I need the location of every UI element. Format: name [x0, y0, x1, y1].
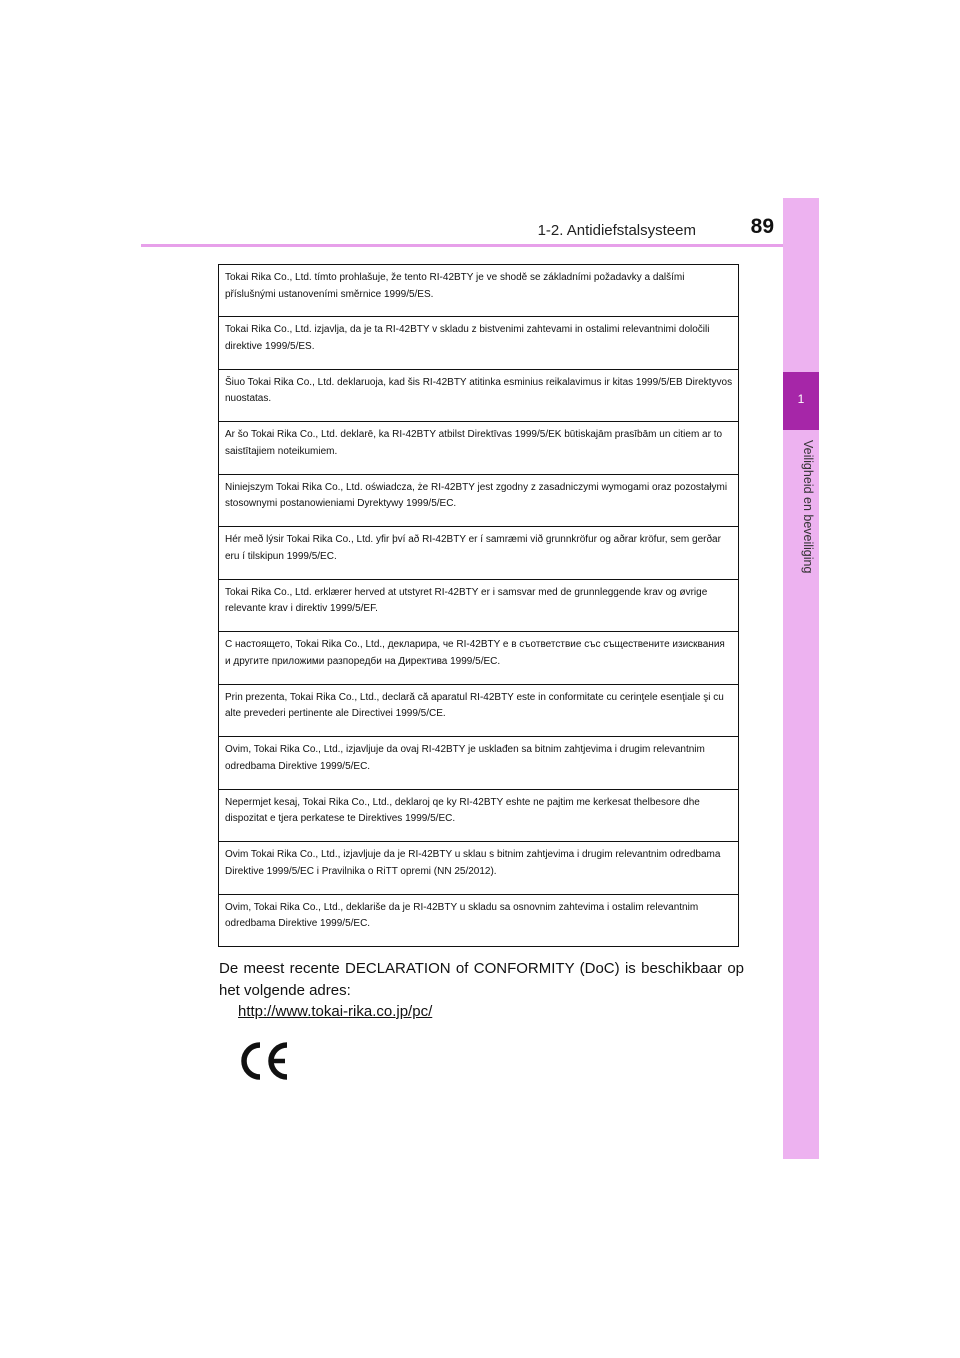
declaration-hr: Ovim Tokai Rika Co., Ltd., izjavljuje da je RI-42BTY u sklau s bitnim zahtjevima i drugim relevantnim odredbama Direktive 1999/5/EC i Pravilnika o RiTT opremi (NN 25/2012). [219, 842, 738, 894]
declarations-table [218, 264, 739, 947]
declaration-no: Tokai Rika Co., Ltd. erklærer herved at utstyret RI-42BTY er i samsvar med de grunnleggende krav og øvrige relevante krav i direktiv 1999/5/EF. [219, 580, 738, 632]
declaration-sq: Nepermjet kesaj, Tokai Rika Co., Ltd., deklaroj qe ky RI-42BTY eshte ne pajtim me kerkesat thelbesore dhe dispozitat e tjera perkatese te Direktives 1999/5/EC. [219, 790, 738, 842]
doc-availability-text: De meest recente DECLARATION of CONFORMITY (DoC) is beschikbaar op het volgende adres: [219, 960, 744, 999]
ce-mark-icon [238, 1040, 292, 1082]
chapter-side-tab [783, 198, 819, 1159]
declaration-pl: Niniejszym Tokai Rika Co., Ltd. oświadcza, że RI-42BTY jest zgodny z zasadniczymi wymogami oraz pozostałymi stosownymi postanowieniami Dyrektywy 1999/5/EC. [219, 475, 738, 527]
declaration-ro: Prin prezenta, Tokai Rika Co., Ltd., declară că aparatul RI-42BTY este in conformitate cu cerinţele esenţiale şi cu alte prevederi pertinente ale Directivei 1999/5/CE. [219, 685, 738, 737]
declaration-is: Hér með lýsir Tokai Rika Co., Ltd. yfir því að RI-42BTY er í samræmi við grunnkröfur og aðrar kröfur, sem gerðar eru í tilskipun 1999/5/EC. [219, 527, 738, 579]
chapter-label: Veiligheid en beveiliging [801, 440, 815, 574]
declaration-bs: Ovim, Tokai Rika Co., Ltd., izjavljuje da ovaj RI-42BTY je usklađen sa bitnim zahtjevima i drugim relevantnim odredbama Direktive 1999/5/EC. [219, 737, 738, 789]
page-number: 89 [750, 215, 774, 238]
chapter-number: 1 [797, 392, 805, 406]
section-title: 1-2. Antidiefstalsysteem [537, 222, 696, 239]
declaration-cs: Tokai Rika Co., Ltd. tímto prohlašuje, že tento RI-42BTY je ve shodě se základními požadavky a dalšími příslušnými ustanoveními směrnice 1999/5/ES. [219, 265, 738, 317]
declaration-sl: Tokai Rika Co., Ltd. izjavlja, da je ta RI-42BTY v skladu z bistvenimi zahtevami in ostalimi relevantnimi določili direktive 1999/5/ES. [219, 317, 738, 369]
declaration-bg: С настоящето, Tokai Rika Co., Ltd., декларира, че RI-42BTY е в съответствие със съществените изисквания и другите приложими разпоредби на Директива 1999/5/EC. [219, 632, 738, 684]
declaration-lt: Šiuo Tokai Rika Co., Ltd. deklaruoja, kad šis RI-42BTY atitinka esminius reikalavimus ir kitas 1999/5/EB Direktyvos nuostatas. [219, 370, 738, 422]
declaration-lv: Ar šo Tokai Rika Co., Ltd. deklarē, ka RI-42BTY atbilst Direktīvas 1999/5/EK būtiskajām prasībām un citiem ar to saistītajiem noteikumiem. [219, 422, 738, 474]
declaration-sr: Ovim, Tokai Rika Co., Ltd., deklariše da je RI-42BTY u skladu sa osnovnim zahtevima i ostalim relevantnim odredbama Direktive 1999/5/EC. [225, 901, 699, 930]
header-rule [141, 244, 819, 247]
doc-url-link[interactable]: http://www.tokai-rika.co.jp/pc/ [238, 1003, 433, 1020]
